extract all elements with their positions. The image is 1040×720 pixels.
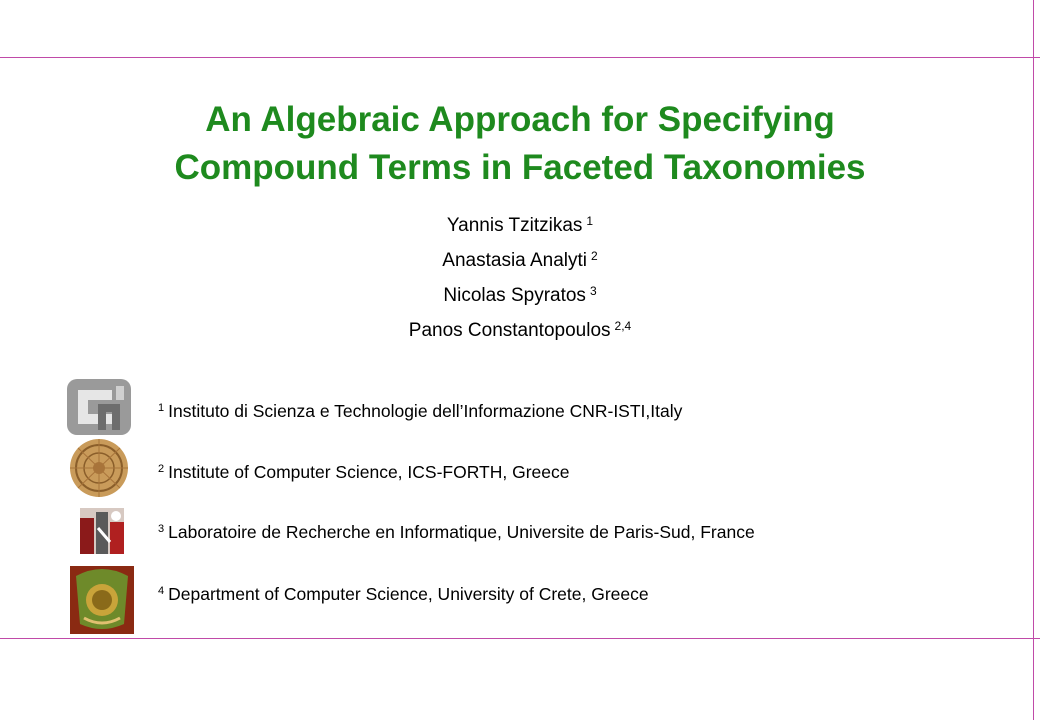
author-name: Anastasia Analyti bbox=[442, 250, 587, 271]
author-sup: 1 bbox=[586, 214, 594, 228]
university-of-crete-logo bbox=[70, 566, 134, 634]
author-sup: 2 bbox=[591, 249, 598, 263]
affiliation-sup: 2 bbox=[158, 463, 165, 475]
lri-logo bbox=[80, 508, 124, 554]
affiliation-3 bbox=[158, 522, 755, 543]
bottom-rule bbox=[0, 638, 1040, 639]
affiliation-text: Instituto di Scienza e Technologie dell’Informazione CNR-ISTI,Italy bbox=[168, 401, 683, 421]
title-line-2: Compound Terms in Faceted Taxonomies bbox=[174, 148, 866, 187]
affiliation-sup: 3 bbox=[158, 523, 165, 535]
author-3 bbox=[0, 276, 1040, 311]
author-4 bbox=[0, 311, 1040, 346]
affiliation-sup: 1 bbox=[158, 402, 165, 414]
top-rule bbox=[0, 57, 1040, 58]
cnr-logo bbox=[66, 378, 132, 436]
affiliation-1 bbox=[158, 401, 682, 422]
affiliation-text: Department of Computer Science, University of Crete, Greece bbox=[168, 584, 649, 604]
affiliation-sup: 4 bbox=[158, 585, 165, 597]
forth-phaistos-disc-logo bbox=[68, 438, 130, 498]
author-name: Yannis Tzitzikas bbox=[446, 215, 583, 236]
author-name: Nicolas Spyratos bbox=[443, 285, 586, 306]
author-sup: 2,4 bbox=[614, 319, 632, 333]
author-list bbox=[0, 206, 1040, 346]
title-line-1: An Algebraic Approach for Specifying bbox=[205, 100, 835, 139]
author-1 bbox=[0, 206, 1040, 241]
author-name: Panos Constantopoulos bbox=[408, 320, 611, 341]
author-sup: 3 bbox=[589, 284, 597, 298]
affiliation-4 bbox=[158, 584, 649, 605]
author-2 bbox=[0, 241, 1040, 276]
affiliation-2 bbox=[158, 462, 569, 483]
affiliation-text: Laboratoire de Recherche en Informatique, Universite de Paris-Sud, France bbox=[168, 522, 755, 542]
slide-title bbox=[0, 96, 1040, 192]
affiliation-text: Institute of Computer Science, ICS-FORTH, Greece bbox=[168, 462, 570, 482]
